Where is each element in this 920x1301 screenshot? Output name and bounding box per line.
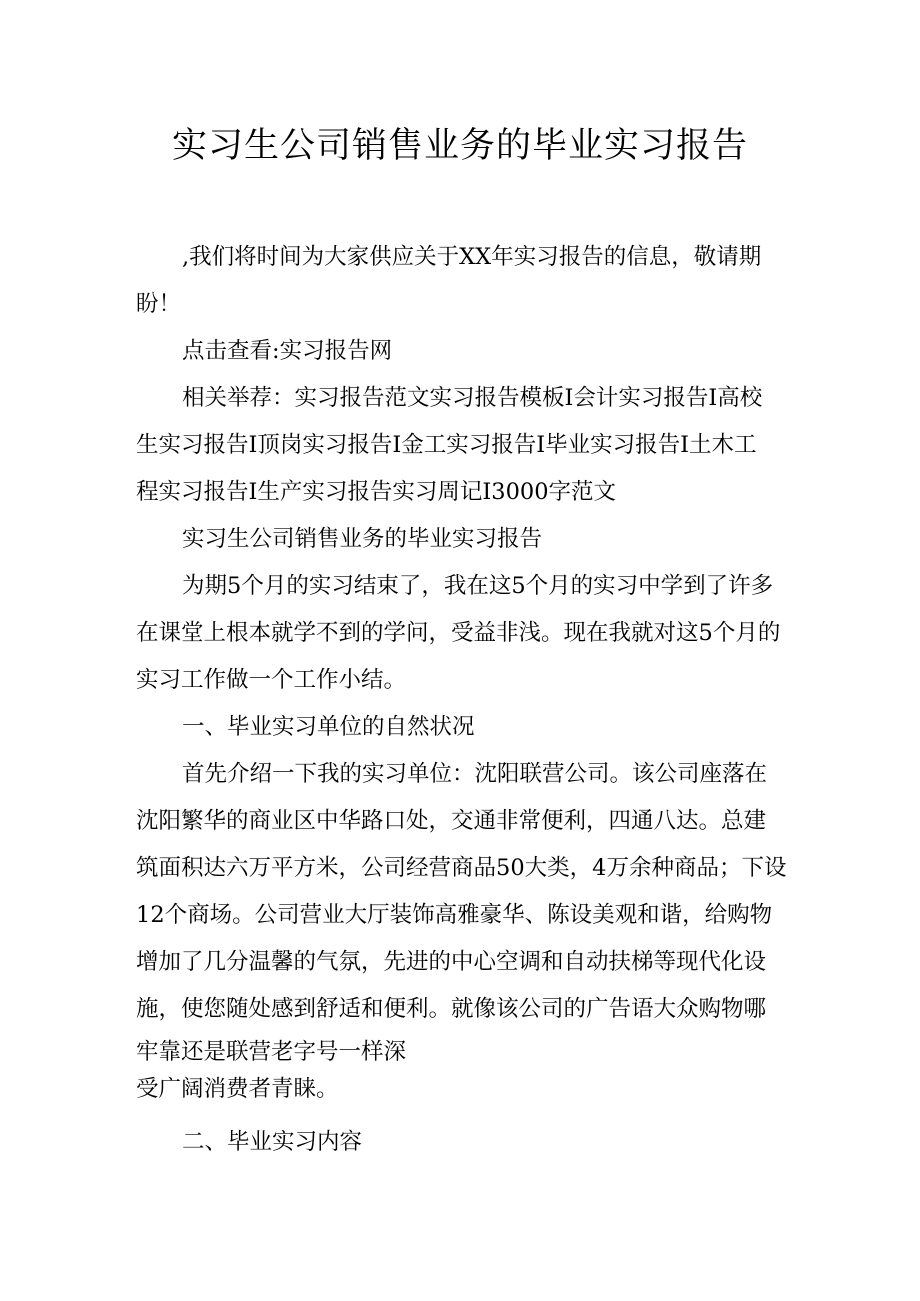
paragraph-2-line-6: 施，使您随处感到舒适和便利。就像该公司的广告语大众购物哪 xyxy=(136,996,767,1022)
paragraph-2-line-7: 牢靠还是联营老字号一样深 xyxy=(136,1039,407,1065)
paragraph-2-line-3: 筑面积达六万平方米，公司经营商品50大类，4万余种商品；下设 xyxy=(136,855,787,881)
document-body xyxy=(136,234,790,1166)
paragraph-2-line-5: 增加了几分温馨的气氛，先进的中心空调和自动扶梯等现代化设 xyxy=(136,949,767,975)
paragraph-2-line-2: 沈阳繁华的商业区中华路口处，交通非常便利，四通八达。总建 xyxy=(136,808,767,834)
document-subtitle: 实习生公司销售业务的毕业实习报告 xyxy=(182,526,543,552)
paragraph-1-line-3: 实习工作做一个工作小结。 xyxy=(136,667,407,693)
related-line-2[interactable]: 生实习报告I顶岗实习报告I金工实习报告I毕业实习报告I土木工 xyxy=(136,432,757,458)
click-view-link[interactable]: 点击查看:实习报告网 xyxy=(182,338,393,364)
paragraph-1-line-2: 在课堂上根本就学不到的学问，受益非浅。现在我就对这5个月的 xyxy=(136,620,781,646)
intro-line-1: ,我们将时间为大家供应关于XX年实习报告的信息，敬请期 xyxy=(182,244,762,270)
section-2-heading: 二、毕业实习内容 xyxy=(182,1129,363,1155)
section-1-heading: 一、毕业实习单位的自然状况 xyxy=(182,714,475,740)
related-line-1[interactable]: 相关举荐：实习报告范文实习报告模板I会计实习报告I高校 xyxy=(182,385,763,411)
paragraph-2-line-1: 首先介绍一下我的实习单位：沈阳联营公司。该公司座落在 xyxy=(182,761,768,787)
related-line-3[interactable]: 程实习报告I生产实习报告实习周记I3000字范文 xyxy=(136,479,617,505)
paragraph-1-line-1: 为期5个月的实习结束了，我在这5个月的实习中学到了许多 xyxy=(182,573,774,599)
paragraph-2-line-8: 受广阔消费者青睐。 xyxy=(136,1076,339,1102)
paragraph-2-line-4: 12个商场。公司营业大厅装饰高雅豪华、陈设美观和谐，给购物 xyxy=(136,902,773,928)
intro-line-2: 盼！ xyxy=(136,291,182,317)
document-title: 实习生公司销售业务的毕业实习报告 xyxy=(171,126,748,166)
